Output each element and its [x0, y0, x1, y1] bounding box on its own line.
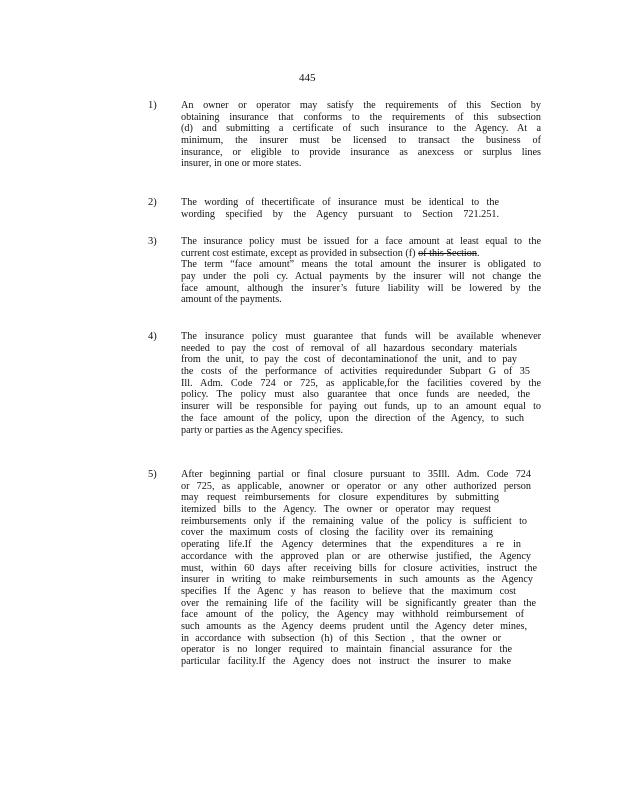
- text-line-with-strike: [181, 248, 541, 260]
- text-line: needed to pay the cost of removal of all hazardous secondary materials: [181, 342, 517, 354]
- text-line: reimbursements only if the remaining value of the policy is sufficient to: [181, 515, 527, 527]
- item-number: 5): [148, 469, 157, 480]
- item-number: 4): [148, 331, 157, 342]
- text-line: wording specified by the Agency pursuant to Section 721.251.: [181, 208, 499, 220]
- item-number: 3): [148, 236, 157, 247]
- text-line: Ill. Adm. Code 724 or 725, as applicable,for the facilities covered by the: [181, 377, 541, 389]
- page-number: 445: [299, 72, 316, 84]
- text-line: the costs of the performance of activities requiredunder Subpart G of 35: [181, 366, 530, 378]
- text-line: must, within 60 days after receiving bills for closure activities, instruct the: [181, 562, 537, 574]
- text-line: over the remaining life of the facility will be significantly greater than the: [181, 597, 536, 609]
- item-number: 1): [148, 100, 157, 111]
- text-line: An owner or operator may satisfy the requirements of this Section by: [181, 100, 541, 111]
- text-line: face amount of the policy, the Agency may withhold reimbursement of: [181, 609, 524, 621]
- text-line: After beginning partial or final closure pursuant to 35Ill. Adm. Code 724: [181, 469, 531, 480]
- text-before-strike: current cost estimate, except as provided in subsection (f): [181, 247, 419, 259]
- item-text: [181, 469, 541, 668]
- text-line: (d) and submitting a certificate of such insurance to the Agency. At a: [181, 123, 541, 135]
- text-line: cover the maximum costs of closing the facility over its remaining: [181, 527, 493, 539]
- text-line: in accordance with subsection (h) of this Section , that the owner or: [181, 632, 501, 644]
- item-number: 2): [148, 197, 157, 208]
- text-line: insurer in writing to make reimbursements in such amounts as the Agency: [181, 574, 533, 586]
- text-line: such amounts as the Agency deems prudent until the Agency deter mines,: [181, 620, 527, 632]
- text-line: policy. The policy must also guarantee that once funds are needed, the: [181, 389, 530, 401]
- item-text: [181, 236, 541, 306]
- text-line: insurance, or eligible to provide insurance as anexcess or surplus lines: [181, 146, 541, 158]
- text-line: from the unit, to pay the cost of decontaminationof the unit, and to pay: [181, 354, 517, 366]
- text-line: party or parties as the Agency specifies.: [181, 424, 344, 436]
- text-line: specifies If the Agenc y has reason to believe that the maximum cost: [181, 585, 516, 597]
- text-line: may request reimbursements for closure expenditures by submitting: [181, 492, 499, 504]
- text-line: particular facility.If the Agency does not instruct the insurer to make: [181, 656, 511, 667]
- text-line: The wording of thecertificate of insurance must be identical to the: [181, 197, 499, 208]
- text-line: The insurance policy must be issued for a face amount at least equal to the: [181, 236, 541, 247]
- text-line: insurer will be responsible for paying out funds, up to an amount equal to: [181, 401, 541, 413]
- item-text: [181, 197, 541, 220]
- text-line: itemized bills to the Agency. The owner or operator may request: [181, 504, 491, 516]
- text-after-strike: .: [476, 247, 480, 259]
- text-line: operator is no longer required to maintain financial assurance for the: [181, 644, 512, 656]
- text-line: insurer, in one or more states.: [181, 158, 302, 170]
- text-line: pay under the poli cy. Actual payments by the insurer will not change the: [181, 271, 541, 283]
- text-line: the face amount of the policy, upon the direction of the Agency, to such: [181, 412, 524, 424]
- text-line: The term “face amount” means the total amount the insurer is obligated to: [181, 259, 541, 271]
- text-line: or 725, as applicable, anowner or operator or any other authorized person: [181, 480, 531, 492]
- text-line: The insurance policy must guarantee that funds will be available whenever: [181, 331, 541, 342]
- item-text: [181, 100, 541, 170]
- text-line: obtaining insurance that conforms to the requirements of this subsection: [181, 111, 541, 123]
- struck-text: of this Section: [418, 247, 477, 259]
- text-line: accordance with the approved plan or are otherwise justified, the Agency: [181, 550, 531, 562]
- text-line: minimum, the insurer must be licensed to transact the business of: [181, 135, 541, 147]
- text-line: amount of the payments.: [181, 294, 282, 306]
- text-line: face amount, although the insurer’s future liability will be lowered by the: [181, 282, 541, 294]
- text-line: operating life.If the Agency determines that the expenditures a re in: [181, 539, 521, 551]
- item-text: [181, 331, 541, 436]
